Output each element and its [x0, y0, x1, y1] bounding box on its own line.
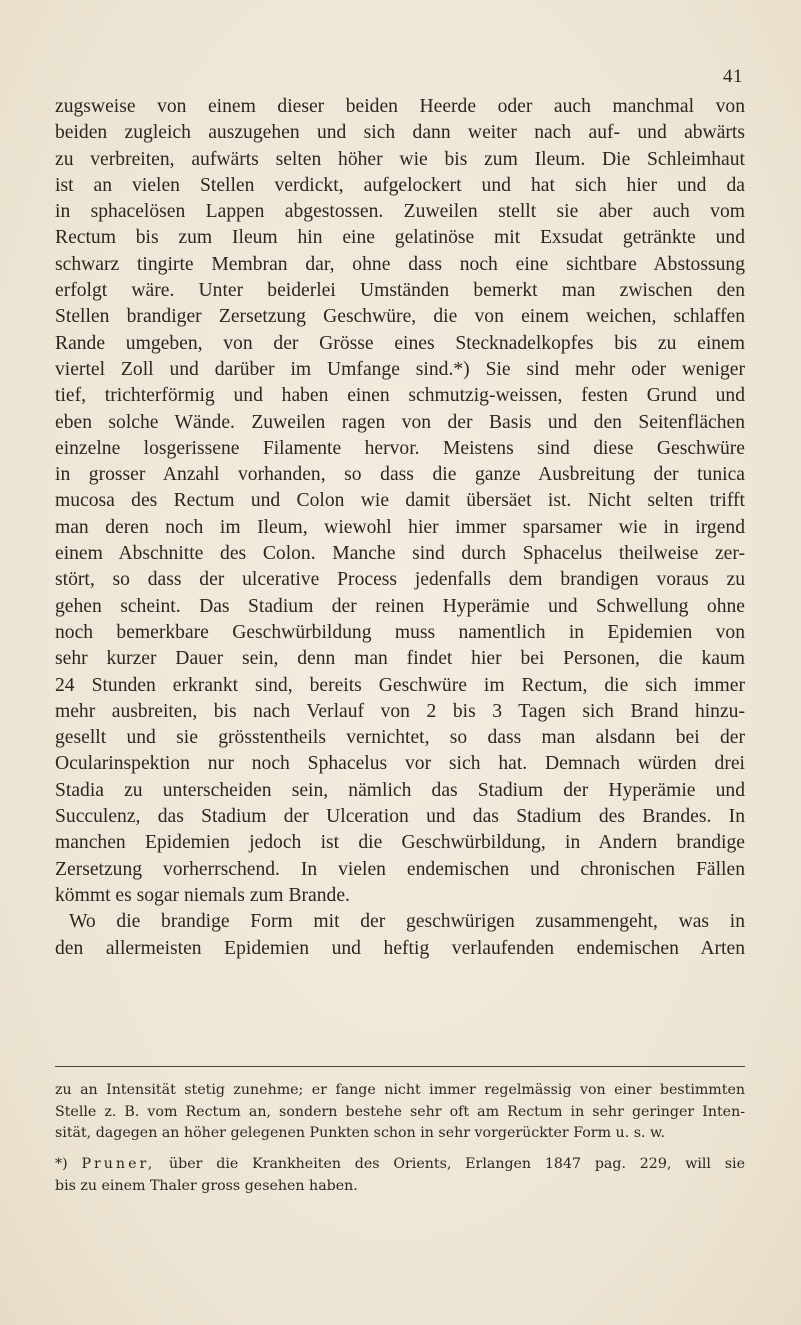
text-line: Zersetzung vorherrschend. In vielen endemischen und chronischen Fällen — [55, 858, 745, 880]
text-line: in sphacelösen Lappen abgestossen. Zuweilen stellt sie aber auch vom — [55, 201, 745, 223]
text-line: in grosser Anzahl vorhanden, so dass die ganze Ausbreitung der tunica — [55, 464, 745, 486]
text-line: erfolgt wäre. Unter beiderlei Umständen bemerkt man zwischen den — [55, 280, 745, 302]
text-line: 24 Stunden erkrankt sind, bereits Geschwüre im Rectum, die sich immer — [55, 674, 745, 696]
footnote-text: über die Krankheiten des Orients, Erlangen 1847 pag. 229, will sie — [169, 1156, 745, 1173]
footnote-line: zu an Intensität stetig zunehme; er fange nicht immer regelmässig von einer bestimmten — [55, 1082, 745, 1098]
text-line: Succulenz, das Stadium der Ulceration und das Stadium des Brandes. In — [55, 806, 745, 828]
text-line: einem Abschnitte des Colon. Manche sind durch Sphacelus theilweise zer- — [55, 543, 745, 565]
footnote-marker: *) — [55, 1156, 68, 1173]
text-line: viertel Zoll und darüber im Umfange sind.*) Sie sind mehr oder weniger — [55, 358, 745, 380]
text-line: mucosa des Rectum und Colon wie damit übersäet ist. Nicht selten trifft — [55, 490, 745, 512]
footnote-line: Stelle z. B. vom Rectum an, sondern bestehe sehr oft am Rectum in sehr geringer Inten- — [55, 1103, 745, 1120]
footnote-line: bis zu einem Thaler gross gesehen haben. — [55, 1177, 358, 1194]
text-line: Wo die brandige Form mit der geschwürigen zusammengeht, was in — [69, 911, 745, 933]
footnotes — [55, 1080, 745, 1198]
text-line: zugsweise von einem dieser beiden Heerde oder auch manchmal von — [55, 96, 745, 117]
text-line: mehr ausbreiten, bis nach Verlauf von 2 bis 3 Tagen sich Brand hinzu- — [55, 700, 745, 722]
text-line: Stadia zu unterscheiden sein, nämlich das Stadium der Hyperämie und — [55, 779, 745, 801]
footnote-star — [55, 1154, 745, 1176]
text-line: tief, trichterförmig und haben einen schmutzig-weissen, festen Grund und — [55, 385, 745, 407]
page-number: 41 — [723, 66, 743, 87]
text-line: Rande umgeben, von der Grösse eines Stecknadelkopfes bis zu einem — [55, 332, 745, 354]
text-line: schwarz tingirte Membran dar, ohne dass noch eine sichtbare Abstossung — [55, 253, 745, 275]
text-line: Stellen brandiger Zersetzung Geschwüre, die von einem weichen, schlaffen — [55, 306, 745, 328]
text-line: gesellt und sie grösstentheils vernichtet, so dass man alsdann bei der — [55, 727, 745, 749]
text-line: ist an vielen Stellen verdickt, aufgelockert und hat sich hier und da — [55, 174, 745, 196]
text-line: noch bemerkbare Geschwürbildung muss namentlich in Epidemien von — [55, 621, 745, 643]
text-line: einzelne losgerissene Filamente hervor. Meistens sind diese Geschwüre — [55, 437, 745, 459]
text-line: sehr kurzer Dauer sein, denn man findet hier bei Personen, die kaum — [55, 648, 745, 670]
text-line: man deren noch im Ileum, wiewohl hier immer sparsamer wie in irgend — [55, 516, 745, 538]
footnote-line: sität, dagegen an höher gelegenen Punkten schon in sehr vorgerückter Form u. s. w. — [55, 1125, 665, 1142]
text-line: gehen scheint. Das Stadium der reinen Hyperämie und Schwellung ohne — [55, 595, 745, 617]
text-line: den allermeisten Epidemien und heftig verlaufenden endemischen Arten — [55, 937, 745, 959]
footnote-divider — [55, 1066, 745, 1067]
text-line: stört, so dass der ulcerative Process jedenfalls dem brandigen voraus zu — [55, 569, 745, 591]
text-line: kömmt es sogar niemals zum Brande. — [55, 884, 350, 906]
text-line: eben solche Wände. Zuweilen ragen von der Basis und den Seitenflächen — [55, 411, 745, 433]
text-line: manchen Epidemien jedoch ist die Geschwürbildung, in Andern brandige — [55, 832, 745, 854]
text-line: zu verbreiten, aufwärts selten höher wie bis zum Ileum. Die Schleimhaut — [55, 148, 745, 170]
footnote-author: Pruner, — [81, 1156, 156, 1173]
main-text — [55, 94, 745, 962]
text-line: Ocularinspektion nur noch Sphacelus vor sich hat. Demnach würden drei — [55, 753, 745, 775]
text-line: beiden zugleich auszugehen und sich dann weiter nach auf- und abwärts — [55, 122, 745, 144]
text-line: Rectum bis zum Ileum hin eine gelatinöse mit Exsudat getränkte und — [55, 227, 745, 249]
